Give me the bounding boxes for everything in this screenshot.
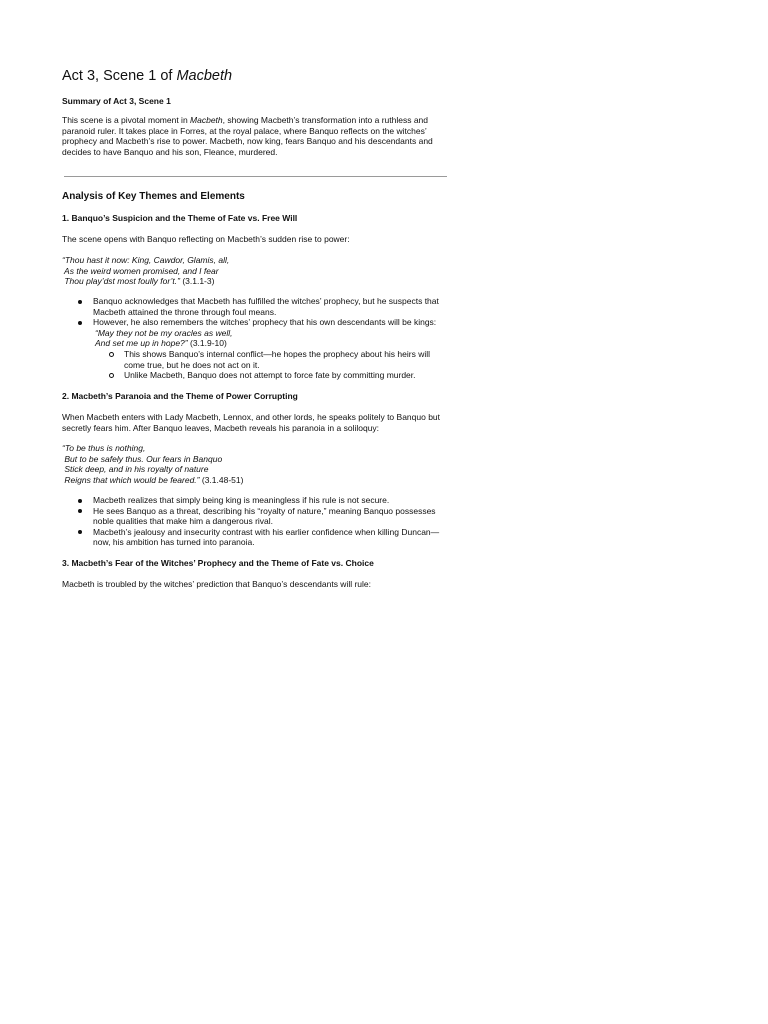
summary-heading: Summary of Act 3, Scene 1 [62, 96, 171, 106]
sub-list-item: This shows Banquo’s internal conflict—he hopes the prophecy about his heirs will come true, but he does not act on it. [93, 349, 447, 370]
list-item: He sees Banquo as a threat, describing his “royalty of nature,” meaning Banquo possesses noble qualities that make him a dangerous rival. [62, 506, 447, 527]
sub-list-item: Unlike Macbeth, Banquo does not attempt to force fate by committing murder. [93, 370, 447, 381]
quote-line: “To be thus is nothing, [62, 443, 146, 453]
list-item: Macbeth realizes that simply being king is meaningless if his rule is not secure. [62, 495, 447, 506]
section1-sub-list [93, 349, 447, 381]
section1-intro: The scene opens with Banquo reflecting on Macbeth’s sudden rise to power: [62, 234, 350, 244]
quote-line-last [62, 276, 447, 287]
list-item: Macbeth’s jealousy and insecurity contrast with his earlier confidence when killing Duncan—now, his ambition has turned into paranoia. [62, 527, 447, 548]
list-item [62, 317, 447, 381]
section1-quote [62, 255, 447, 287]
inline-quote-line [93, 338, 447, 349]
section2-bullet-list [62, 495, 447, 548]
document-page [62, 66, 447, 589]
section1-heading: 1. Banquo’s Suspicion and the Theme of Fate vs. Free Will [62, 213, 298, 223]
quote-line-text: Thou play’dst most foully for’t.” [62, 276, 180, 287]
quote-reference: (3.1.48-51) [199, 474, 244, 485]
inline-quote-reference: (3.1.9-10) [187, 338, 227, 349]
quote-line-text: Reigns that which would be feared.” [62, 474, 200, 485]
title-play-name: Macbeth [176, 68, 233, 84]
quote-line: “Thou hast it now: King, Cawdor, Glamis, all, [62, 255, 230, 265]
section3-heading: 3. Macbeth’s Fear of the Witches’ Prophecy and the Theme of Fate vs. Choice [62, 558, 374, 568]
title-text: Act 3, Scene 1 of [62, 68, 177, 84]
section2-quote [62, 443, 447, 485]
quote-reference: (3.1.1-3) [179, 276, 215, 287]
inline-quote-line: “May they not be my oracles as well, [95, 327, 233, 338]
quote-line-last [62, 475, 447, 486]
quote-line: As the weird women promised, and I fear [62, 265, 219, 276]
horizontal-divider [64, 176, 447, 177]
quote-line: But to be safely thus. Our fears in Banquo [62, 453, 223, 464]
document-title [62, 66, 447, 86]
section2-intro: When Macbeth enters with Lady Macbeth, Lennox, and other lords, he speaks politely to Banquo but secretly fears him. After Banquo leaves, Macbeth reveals his paranoia in a soliloquy: [62, 412, 441, 433]
section2-heading: 2. Macbeth’s Paranoia and the Theme of Power Corrupting [62, 391, 298, 401]
section3-intro: Macbeth is troubled by the witches’ prediction that Banquo’s descendants will rule: [62, 579, 372, 589]
list-item: Banquo acknowledges that Macbeth has fulfilled the witches’ prophecy, but he suspects that Macbeth attained the throne through foul means. [62, 296, 447, 317]
summary-paragraph [62, 115, 447, 157]
quote-line: Stick deep, and in his royalty of nature [62, 464, 209, 475]
analysis-heading: Analysis of Key Themes and Elements [62, 191, 245, 202]
summary-play-name: Macbeth [190, 115, 223, 125]
summary-text-2: , showing Macbeth’s transformation into a ruthless and paranoid ruler. It takes place in Forres, at the royal palace, where Banquo reflects on the witches’ prophecy and Macbeth’s rise to power. Macbeth, now king, fears Banquo and his descendants and decides to have Banquo and his son, Fleance, murdered. [62, 115, 433, 157]
inline-quote-text: And set me up in hope?” [95, 338, 188, 349]
section1-bullet-list [62, 296, 447, 381]
summary-text-1: This scene is a pivotal moment in [62, 115, 191, 125]
list-item-text: However, he also remembers the witches’ prophecy that his own descendants will be kings: [93, 317, 437, 328]
